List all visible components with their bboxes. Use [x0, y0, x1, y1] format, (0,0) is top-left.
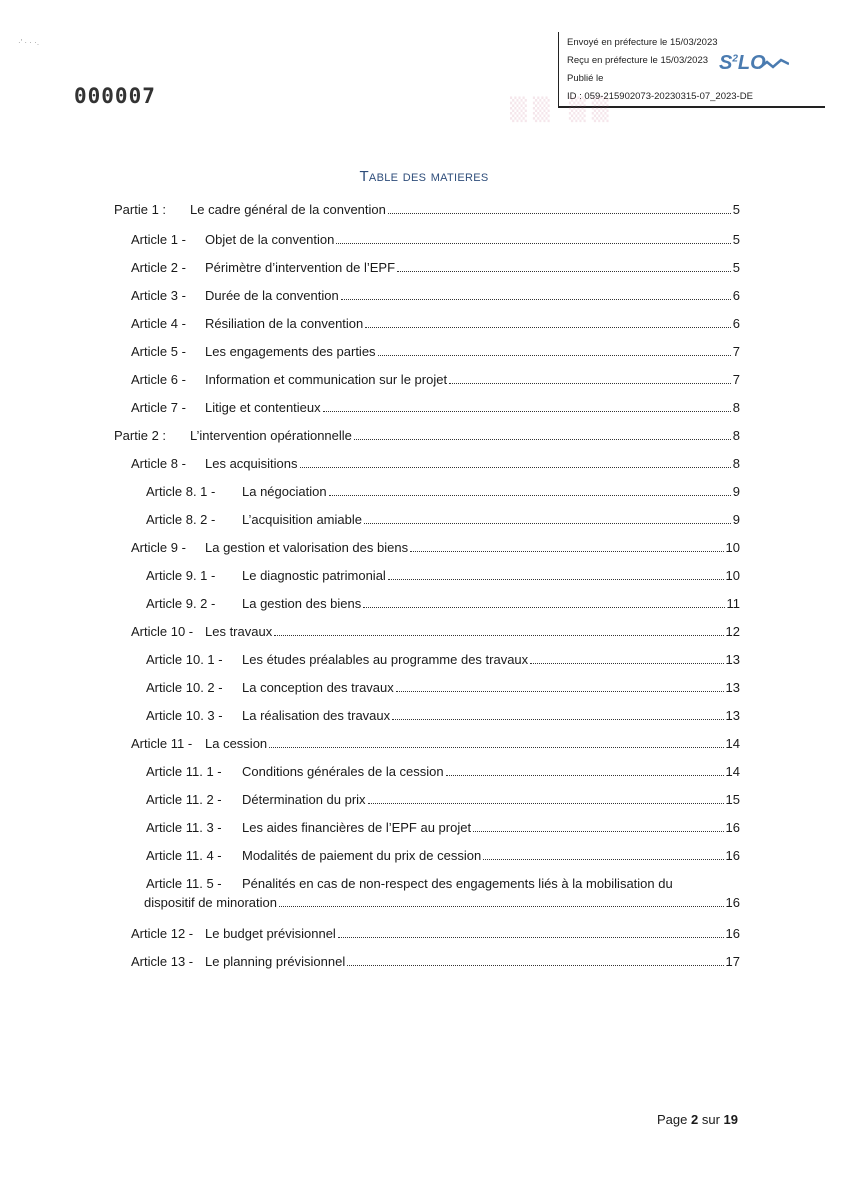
toc-dot-leader [347, 965, 723, 966]
toc-entry-title: Pénalités en cas de non-respect des engagements liés à la mobilisation du [242, 876, 673, 891]
toc-entry-title: Périmètre d’intervention de l’EPF [205, 260, 396, 275]
toc-entry[interactable] [146, 568, 740, 583]
toc-entry-page: 12 [725, 624, 740, 639]
toc-entry[interactable] [146, 792, 740, 807]
toc-entry-number: Article 9. 2 - [146, 596, 216, 611]
toc-entry-number: Article 4 - [131, 316, 186, 331]
toc-entry-page: 16 [725, 926, 740, 941]
stamp-received-line: Reçu en préfecture le 15/03/2023 [567, 55, 709, 66]
toc-entry-page: 14 [725, 736, 740, 751]
toc-entry-page: 13 [725, 708, 740, 723]
toc-entry-title: La cession [205, 736, 268, 751]
toc-dot-leader [397, 271, 731, 272]
toc-dot-leader [365, 327, 730, 328]
stamp-id-line: ID : 059-215902073-20230315-07_2023-DE [567, 91, 753, 102]
toc-dot-leader [388, 213, 731, 214]
toc-entry-title: L’intervention opérationnelle [190, 428, 352, 443]
toc-entry-number: Article 6 - [131, 372, 186, 387]
toc-entry-number: Article 11. 5 - [146, 876, 222, 891]
toc-entry-page: 16 [725, 848, 740, 863]
toc-entry[interactable] [131, 260, 740, 275]
toc-entry-page: 5 [732, 232, 740, 247]
toc-entry-page: 7 [732, 372, 740, 387]
toc-entry-title: Les études préalables au programme des travaux [242, 652, 529, 667]
toc-entry-title-continued: dispositif de minoration [144, 895, 277, 910]
toc-entry-title: Le cadre général de la convention [190, 202, 386, 217]
toc-entry-title: Information et communication sur le projet [205, 372, 448, 387]
toc-entry[interactable] [131, 344, 740, 359]
toc-entry-number: Article 7 - [131, 400, 186, 415]
toc-entry[interactable] [131, 288, 740, 303]
toc-entry-number: Article 10 - [131, 624, 194, 639]
toc-dot-leader [388, 579, 724, 580]
toc-entry[interactable] [146, 652, 740, 667]
toc-entry-page: 16 [725, 895, 740, 910]
toc-entry[interactable] [146, 596, 740, 611]
toc-entry-page: 9 [732, 484, 740, 499]
toc-entry-page: 10 [725, 568, 740, 583]
toc-entry-number: Partie 2 : [114, 428, 167, 443]
toc-entry-title: Conditions générales de la cession [242, 764, 444, 779]
toc-dot-leader [300, 467, 731, 468]
toc-entry[interactable] [131, 736, 740, 751]
toc-dot-leader [338, 937, 724, 938]
toc-entry[interactable] [114, 428, 740, 443]
toc-entry[interactable] [131, 316, 740, 331]
toc-entry-number: Article 9. 1 - [146, 568, 216, 583]
toc-entry[interactable] [131, 926, 740, 941]
toc-entry-number: Article 5 - [131, 344, 186, 359]
toc-entry[interactable] [146, 708, 740, 723]
toc-dot-leader [341, 299, 731, 300]
faint-received-stamp: ▒▒ ▒▒ [510, 98, 615, 123]
toc-entry[interactable] [131, 624, 740, 639]
toc-entry-title: Le budget prévisionnel [205, 926, 336, 941]
stamp-published-line: Publié le [567, 73, 604, 84]
toc-entry-number: Article 10. 1 - [146, 652, 223, 667]
footer-total-pages: 19 [723, 1112, 738, 1127]
toc-entry-title: Les aides financières de l’EPF au projet [242, 820, 472, 835]
toc-entry[interactable] [131, 954, 740, 969]
toc-entry-title: La gestion des biens [242, 596, 362, 611]
toc-dot-leader [279, 906, 724, 907]
toc-entry[interactable] [146, 680, 740, 695]
footer-page-label: Page [656, 1112, 688, 1127]
stamp-sent-line: Envoyé en préfecture le 15/03/2023 [567, 37, 718, 48]
footer-current-page: 2 [690, 1112, 699, 1127]
toc-entry-title: La conception des travaux [242, 680, 394, 695]
toc-entry-title: Objet de la convention [205, 232, 335, 247]
toc-entry-number: Article 11. 3 - [146, 820, 222, 835]
footer-of-label: sur [701, 1112, 720, 1127]
toc-dot-leader [368, 803, 724, 804]
toc-entry-page: 5 [732, 260, 740, 275]
toc-entry-page: 15 [725, 792, 740, 807]
toc-entry-title: Les travaux [205, 624, 273, 639]
toc-entry[interactable] [146, 484, 740, 499]
toc-entry[interactable] [131, 400, 740, 415]
toc-entry-number: Article 1 - [131, 232, 186, 247]
document-number: 000007 [74, 84, 156, 108]
toc-entry-title: Résiliation de la convention [205, 316, 364, 331]
toc-entry-number: Article 9 - [131, 540, 186, 555]
toc-entry-number: Article 8. 2 - [146, 512, 216, 527]
toc-dot-leader [449, 383, 731, 384]
toc-entry[interactable] [114, 202, 740, 217]
toc-dot-leader [363, 607, 724, 608]
toc-entry[interactable] [146, 876, 740, 910]
toc-entry-title: Détermination du prix [242, 792, 366, 807]
toc-dot-leader [396, 691, 724, 692]
toc-entry[interactable] [146, 820, 740, 835]
toc-entry-title: L’acquisition amiable [242, 512, 362, 527]
toc-entry-page: 6 [732, 316, 740, 331]
toc-entry-page: 13 [725, 652, 740, 667]
toc-entry[interactable] [131, 456, 740, 471]
toc-entry-number: Article 11. 4 - [146, 848, 222, 863]
toc-dot-leader [323, 411, 731, 412]
toc-entry-title: Le diagnostic patrimonial [242, 568, 386, 583]
toc-entry-title: La gestion et valorisation des biens [205, 540, 409, 555]
prefecture-stamp [558, 32, 825, 108]
toc-entry-title: Les engagements des parties [205, 344, 376, 359]
toc-entry-number: Article 10. 2 - [146, 680, 223, 695]
toc-entry-page: 8 [732, 428, 740, 443]
toc-dot-leader [378, 355, 731, 356]
toc-entry-number: Article 10. 3 - [146, 708, 223, 723]
toc-entry[interactable] [131, 232, 740, 247]
toc-entry-page: 5 [732, 202, 740, 217]
toc-dot-leader [336, 243, 730, 244]
toc-entry-page: 8 [732, 400, 740, 415]
toc-dot-leader [530, 663, 723, 664]
toc-entry[interactable] [146, 512, 740, 527]
toc-entry-number: Article 2 - [131, 260, 186, 275]
toc-entry-page: 6 [732, 288, 740, 303]
toc-entry-number: Article 3 - [131, 288, 186, 303]
toc-entry-page: 11 [726, 596, 740, 611]
toc-entry[interactable] [146, 848, 740, 863]
toc-dot-leader [392, 719, 723, 720]
toc-entry-number: Article 12 - [131, 926, 194, 941]
toc-dot-leader [269, 747, 723, 748]
toc-entry-page: 8 [732, 456, 740, 471]
toc-entry[interactable] [131, 372, 740, 387]
toc-entry-page: 16 [725, 820, 740, 835]
page-footer [657, 1112, 738, 1127]
toc-entry[interactable] [131, 540, 740, 555]
toc-entry-number: Article 11. 2 - [146, 792, 222, 807]
toc-entry-title: La négociation [242, 484, 327, 499]
toc-entry-page: 9 [732, 512, 740, 527]
toc-entry-number: Article 11 - [131, 736, 193, 751]
toc-title: Table des matieres [359, 168, 489, 185]
toc-entry-page: 13 [725, 680, 740, 695]
toc-entry-page: 7 [732, 344, 740, 359]
toc-entry-title: Les acquisitions [205, 456, 298, 471]
toc-entry-page: 17 [725, 954, 740, 969]
toc-entry-title: Litige et contentieux [205, 400, 321, 415]
toc-entry-page: 14 [725, 764, 740, 779]
toc-entry[interactable] [146, 764, 740, 779]
toc-entry-number: Article 11. 1 - [146, 764, 222, 779]
toc-entry-page: 10 [725, 540, 740, 555]
toc-dot-leader [329, 495, 731, 496]
s2low-logo: $S^2LO$ [719, 52, 766, 75]
toc-entry-number: Article 8 - [131, 456, 186, 471]
toc-dot-leader [274, 635, 723, 636]
toc-entry-number: Partie 1 : [114, 202, 167, 217]
toc-entry-title: Le planning prévisionnel [205, 954, 346, 969]
toc-dot-leader [446, 775, 724, 776]
toc-entry-number: Article 8. 1 - [146, 484, 216, 499]
toc-entry-number: Article 13 - [131, 954, 194, 969]
toc-dot-leader [473, 831, 723, 832]
toc-dot-leader [483, 859, 723, 860]
toc-entry-title: Modalités de paiement du prix de cession [242, 848, 482, 863]
toc-dot-leader [410, 551, 723, 552]
toc-entry-title: Durée de la convention [205, 288, 339, 303]
scan-specks: ·' · · ·. [18, 38, 40, 47]
toc-dot-leader [354, 439, 731, 440]
toc-dot-leader [364, 523, 731, 524]
toc-entry-title: La réalisation des travaux [242, 708, 391, 723]
